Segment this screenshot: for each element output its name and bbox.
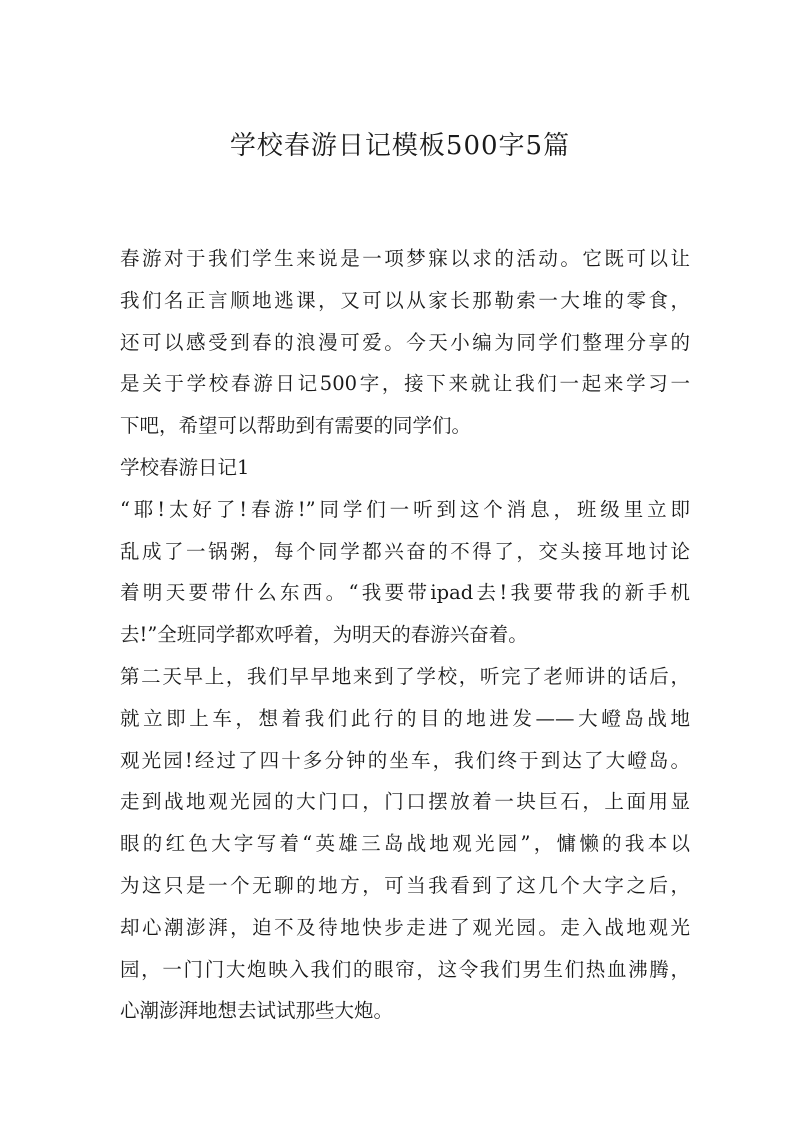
text-line: 还可以感受到春的浪漫可爱。今天小编为同学们整理分享的 [120, 330, 690, 354]
document-body [120, 238, 690, 1032]
text-line: 是关于学校春游日记500字，接下来就让我们一起来学习一 [120, 372, 690, 396]
text-line: 观光园!经过了四十多分钟的坐车，我们终于到达了大嶝岛。 [120, 748, 690, 772]
text-line: 我们名正言顺地逃课，又可以从家长那勒索一大堆的零食， [120, 288, 690, 312]
text-line: 着明天要带什么东西。“我要带ipad去!我要带我的新手机 [120, 581, 690, 605]
text-line: 为这只是一个无聊的地方，可当我看到了这几个大字之后， [120, 873, 690, 897]
text-line: 乱成了一锅粥，每个同学都兴奋的不得了，交头接耳地讨论 [120, 539, 690, 563]
document-title: 学校春游日记模板500字5篇 [229, 131, 571, 161]
text-line: 下吧，希望可以帮助到有需要的同学们。 [120, 414, 472, 438]
text-line: 园，一门门大炮映入我们的眼帘，这令我们男生们热血沸腾， [120, 957, 690, 981]
text-line: 春游对于我们学生来说是一项梦寐以求的活动。它既可以让 [120, 247, 690, 270]
text-line: 走到战地观光园的大门口，门口摆放着一块巨石，上面用显 [120, 790, 690, 814]
text-line: 心潮澎湃地想去试试那些大炮。 [120, 999, 394, 1023]
text-line: 第二天早上，我们早早地来到了学校，听完了老师讲的话后， [120, 664, 690, 688]
text-line: 去!”全班同学都欢呼着，为明天的春游兴奋着。 [120, 623, 528, 647]
text-line: “耶!太好了!春游!”同学们一听到这个消息，班级里立即 [120, 497, 690, 521]
text-line: 却心潮澎湃，迫不及待地快步走进了观光园。走入战地观光 [120, 915, 690, 939]
text-line: 眼的红色大字写着“英雄三岛战地观光园”，慵懒的我本以 [120, 832, 690, 856]
text-line: 就立即上车，想着我们此行的目的地进发——大嶝岛战地 [120, 706, 690, 730]
section-heading: 学校春游日记1 [120, 455, 250, 479]
